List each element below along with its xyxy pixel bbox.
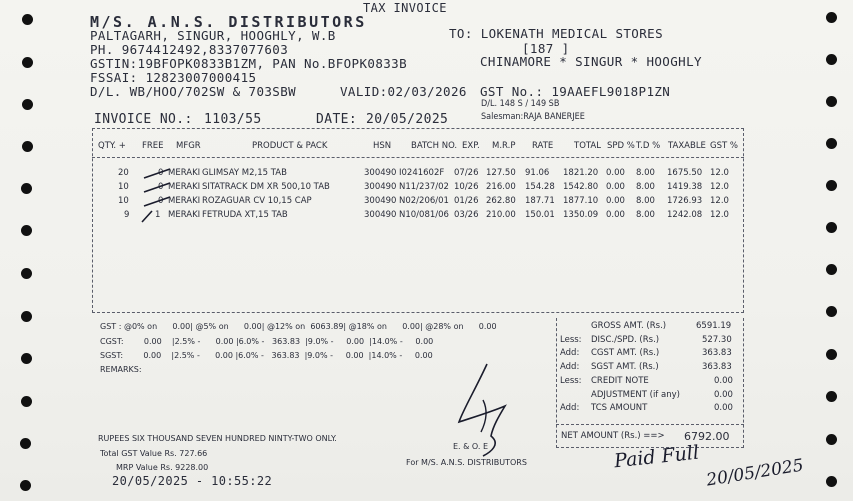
item-qty: 9 (124, 210, 130, 220)
buyer-code: [187 ] (522, 41, 570, 56)
table-top-rule (92, 128, 744, 129)
item-exp: 10/26 (454, 182, 479, 192)
item-total: 1877.10 (563, 196, 599, 206)
item-batch: N11/237/02 (399, 182, 449, 192)
feed-hole-right (826, 222, 837, 233)
signatory-label: For M/S. A.N.S. DISTRIBUTORS (406, 458, 527, 467)
col-mrp: M.R.P (492, 141, 516, 151)
item-hsn: 300490 (364, 168, 397, 178)
totals-value: 0.00 (714, 376, 733, 386)
salesman: Salesman:RAJA BANERJEE (481, 112, 585, 122)
totals-prefix: Less: (560, 335, 582, 345)
col-taxable: TAXABLE (668, 141, 706, 151)
totals-row (0, 321, 853, 333)
item-taxable: 1726.93 (667, 196, 703, 206)
eoe-label: E. & O. E (453, 442, 489, 451)
item-td: 8.00 (636, 196, 655, 206)
feed-hole-right (826, 54, 837, 65)
totals-prefix: Less: (560, 376, 582, 386)
seller-fssai: FSSAI: 12823007000415 (90, 70, 257, 85)
col-qty: QTY. + (98, 141, 126, 151)
feed-hole-right (826, 12, 837, 23)
totals-row (0, 403, 853, 415)
item-spd: 0.00 (606, 182, 625, 192)
item-qty: 10 (118, 182, 129, 192)
item-mfgr: MERAKI (168, 210, 201, 220)
item-mrp: 210.00 (486, 210, 516, 220)
item-taxable: 1419.38 (667, 182, 703, 192)
item-rate: 91.06 (525, 168, 550, 178)
buyer-gst: GST No.: 19AAEFL9018P1ZN (480, 84, 671, 99)
col-mfgr: MFGR (176, 141, 201, 151)
seller-dl: D/L. WB/HOO/702SW & 703SBW (90, 84, 297, 99)
totals-label: ADJUSTMENT (if any) (591, 390, 680, 400)
totals-net-rule (556, 424, 744, 425)
col-gst: GST % (710, 141, 738, 151)
item-product: SITATRACK DM XR 500,10 TAB (202, 182, 330, 192)
col-td: T.D % (636, 141, 661, 151)
signature (455, 360, 515, 460)
totals-row (0, 335, 853, 347)
item-hsn: 300490 (364, 182, 397, 192)
remarks-label: REMARKS: (100, 365, 142, 374)
totals-prefix: Add: (560, 348, 580, 358)
item-product: ROZAGUAR CV 10,15 CAP (202, 196, 312, 206)
table-row (0, 168, 853, 180)
feed-hole-left (21, 225, 32, 236)
item-taxable: 1242.08 (667, 210, 703, 220)
item-mfgr: MERAKI (168, 168, 201, 178)
item-product: GLIMSAY M2,15 TAB (202, 168, 287, 178)
totals-row (0, 376, 853, 388)
col-spd: SPD % (607, 141, 635, 151)
totals-row (0, 348, 853, 360)
totals-row (0, 362, 853, 374)
feed-hole-right (826, 96, 837, 107)
item-td: 8.00 (636, 210, 655, 220)
feed-hole-right (826, 476, 837, 487)
col-batch: BATCH NO. (411, 141, 458, 151)
totals-prefix: Add: (560, 403, 580, 413)
seller-name: M/S. A.N.S. DISTRIBUTORS (90, 13, 367, 31)
gst-summary-row: GST : @0% on 0.00| @5% on 0.00| @12% on 6063.89| @18% on 0.00| @28% on 0.00 (100, 322, 497, 331)
item-gst: 12.0 (710, 196, 729, 206)
table-row (0, 196, 853, 208)
item-taxable: 1675.50 (667, 168, 703, 178)
table-bottom-rule (92, 312, 744, 313)
totals-value: 527.30 (702, 335, 732, 345)
item-spd: 0.00 (606, 210, 625, 220)
item-free: 0 (158, 182, 164, 192)
item-exp: 01/26 (454, 196, 479, 206)
col-rate: RATE (532, 141, 554, 151)
net-amount-label: NET AMOUNT (Rs.) ==> (561, 431, 665, 441)
feed-hole-left (22, 57, 33, 68)
feed-hole-left (21, 268, 32, 279)
table-header-rule (92, 157, 744, 158)
totals-value: 0.00 (714, 390, 733, 400)
item-hsn: 300490 (364, 196, 397, 206)
totals-value: 6591.19 (696, 321, 732, 331)
totals-value: 0.00 (714, 403, 733, 413)
col-exp: EXP. (462, 141, 480, 151)
invoice-number: 1103/55 (204, 112, 262, 127)
invoice-date: 20/05/2025 (366, 112, 449, 127)
invoice-date-label: DATE: (316, 112, 358, 127)
table-row (0, 182, 853, 194)
feed-hole-left (20, 480, 31, 491)
totals-prefix: Add: (560, 362, 580, 372)
sgst-summary-row: SGST: 0.00 |2.5% - 0.00 |6.0% - 363.83 |9.0% - 0.00 |14.0% - 0.00 (100, 351, 433, 360)
total-gst-value: Total GST Value Rs. 727.66 (100, 449, 208, 458)
item-exp: 03/26 (454, 210, 479, 220)
seller-valid: VALID:02/03/2026 (340, 84, 467, 99)
item-batch: N10/081/06 (399, 210, 449, 220)
item-td: 8.00 (636, 168, 655, 178)
table-header (0, 141, 853, 153)
totals-value: 363.83 (702, 362, 732, 372)
buyer-address: CHINAMORE * SINGUR * HOOGHLY (480, 54, 702, 69)
feed-hole-left (22, 14, 33, 25)
totals-label: CGST AMT. (Rs.) (591, 348, 660, 358)
cgst-summary-row: CGST: 0.00 |2.5% - 0.00 |6.0% - 363.83 |9.0% - 0.00 |14.0% - 0.00 (100, 337, 434, 346)
totals-value: 363.83 (702, 348, 732, 358)
col-total: TOTAL (574, 141, 601, 151)
totals-label: DISC./SPD. (Rs.) (591, 335, 660, 345)
seller-gstin: GSTIN:19BFOPK0833B1ZM, PAN No.BFOPK0833B (90, 56, 408, 71)
item-gst: 12.0 (710, 210, 729, 220)
print-timestamp: 20/05/2025 - 10:55:22 (112, 474, 273, 488)
seller-phone: PH. 9674412492,8337077603 (90, 42, 289, 57)
item-mrp: 127.50 (486, 168, 516, 178)
item-td: 8.00 (636, 182, 655, 192)
item-gst: 12.0 (710, 168, 729, 178)
buyer-name: TO: LOKENATH MEDICAL STORES (449, 26, 663, 41)
item-total: 1350.09 (563, 210, 599, 220)
item-mfgr: MERAKI (168, 196, 201, 206)
item-rate: 187.71 (525, 196, 555, 206)
document-title: TAX INVOICE (363, 1, 447, 15)
col-free: FREE (142, 141, 164, 151)
item-spd: 0.00 (606, 168, 625, 178)
feed-hole-left (22, 99, 33, 110)
item-mrp: 262.80 (486, 196, 516, 206)
totals-label: SGST AMT. (Rs.) (591, 362, 659, 372)
totals-label: CREDIT NOTE (591, 376, 649, 386)
item-total: 1542.80 (563, 182, 599, 192)
item-batch: I0241602F (399, 168, 445, 178)
totals-label: TCS AMOUNT (591, 403, 648, 413)
item-spd: 0.00 (606, 196, 625, 206)
item-hsn: 300490 (364, 210, 397, 220)
handwritten-paid-note: Paid Full (613, 441, 701, 473)
item-qty: 20 (118, 168, 129, 178)
col-hsn: HSN (373, 141, 392, 151)
invoice-number-label: INVOICE NO.: (94, 112, 193, 127)
seller-address: PALTAGARH, SINGUR, HOOGHLY, W.B (90, 28, 336, 43)
item-free: 0 (158, 196, 164, 206)
item-exp: 07/26 (454, 168, 479, 178)
mrp-value: MRP Value Rs. 9228.00 (116, 463, 209, 472)
item-free: 1 (155, 210, 161, 220)
feed-hole-right (826, 264, 837, 275)
item-rate: 154.28 (525, 182, 555, 192)
amount-in-words: RUPEES SIX THOUSAND SEVEN HUNDRED NINTY-TWO ONLY. (98, 434, 337, 443)
table-row (0, 210, 853, 222)
item-mrp: 216.00 (486, 182, 516, 192)
item-total: 1821.20 (563, 168, 599, 178)
col-product: PRODUCT & PACK (252, 141, 328, 151)
item-qty: 10 (118, 196, 129, 206)
item-product: FETRUDA XT,15 TAB (202, 210, 288, 220)
feed-hole-right (826, 306, 837, 317)
item-rate: 150.01 (525, 210, 555, 220)
handwritten-tick-marks (140, 164, 180, 226)
item-free: 0 (158, 168, 164, 178)
net-amount-value: 6792.00 (684, 430, 730, 443)
totals-row (0, 390, 853, 402)
item-mfgr: MERAKI (168, 182, 201, 192)
item-gst: 12.0 (710, 182, 729, 192)
item-batch: N02/206/01 (399, 196, 449, 206)
totals-label: GROSS AMT. (Rs.) (591, 321, 667, 331)
handwritten-paid-date: 20/05/2025 (705, 455, 805, 491)
buyer-dl: D/L. 148 S / 149 SB (481, 99, 560, 109)
